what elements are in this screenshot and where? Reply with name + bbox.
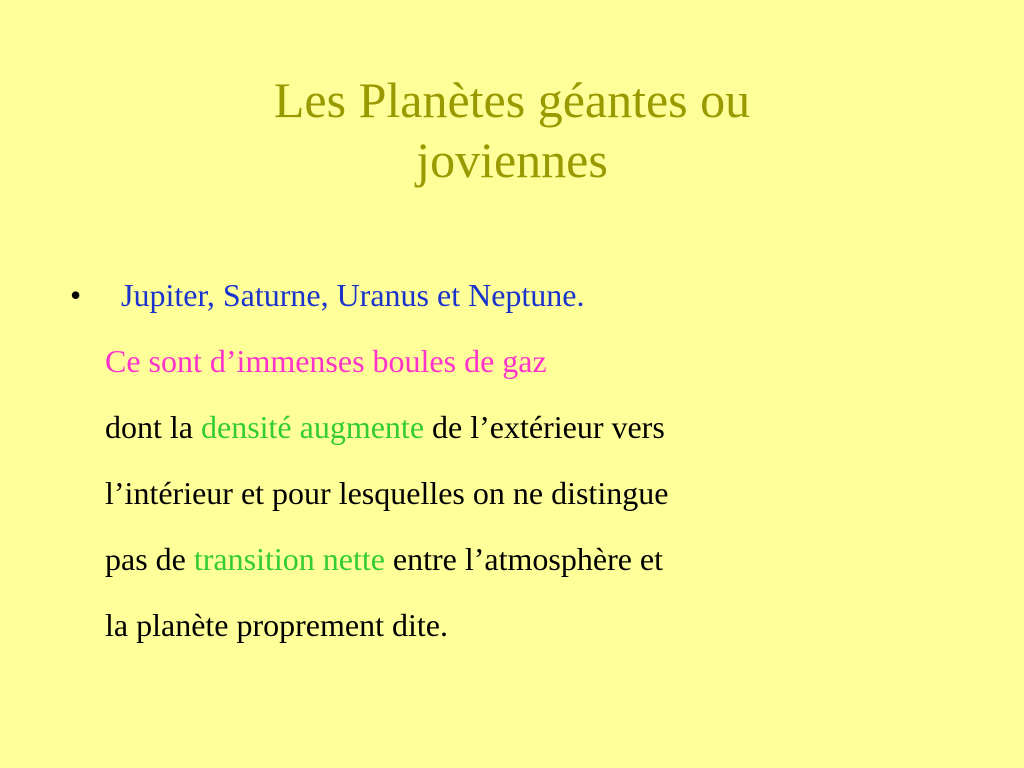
body-line-1 (105, 328, 547, 394)
body-line-4 (105, 526, 663, 592)
body-line-2 (105, 394, 665, 460)
highlight-densite-augmente: densité augmente (200, 409, 425, 445)
slide-title-line-2: joviennes (416, 132, 608, 188)
bullet-dot-icon: • (70, 277, 82, 313)
slide-title (112, 70, 912, 190)
highlight-transition-nette: transition nette (193, 541, 385, 577)
segment: dont la (105, 409, 201, 445)
slide-title-line-1: Les Planètes géantes ou (273, 72, 751, 128)
segment: entre l’atmosphère et (384, 541, 664, 577)
body-line-3 (105, 460, 668, 526)
segment: pas de (105, 541, 194, 577)
segment: la planète proprement dite. (105, 607, 448, 643)
segment: de l’extérieur vers (424, 409, 665, 445)
bullet-heading: Jupiter, Saturne, Uranus et Neptune. (121, 277, 585, 313)
segment: l’intérieur et pour lesquelles on ne distingue (105, 475, 669, 511)
segment: Ce sont d’immenses boules de gaz (105, 343, 547, 379)
body-line-5 (105, 592, 448, 658)
